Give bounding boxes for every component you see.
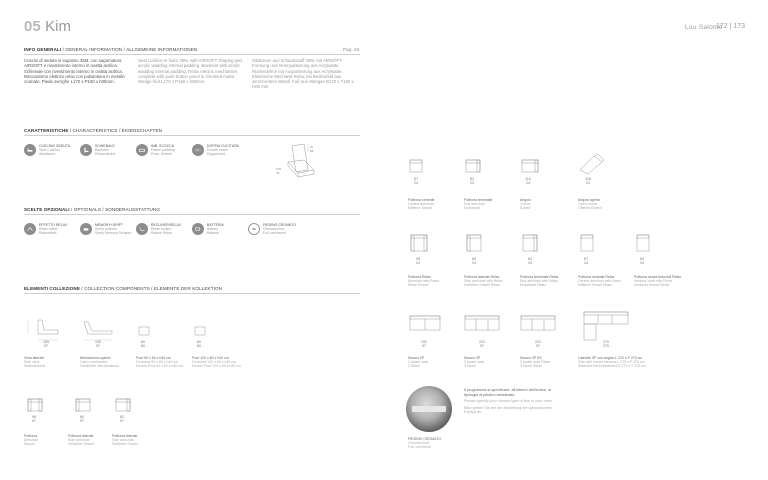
component-name: Poltrona (24, 434, 38, 438)
component-name-de: Seitlicher Sessel (112, 442, 138, 447)
optional-label-en: Relax motion (151, 227, 172, 232)
dim-label: 97 (80, 419, 84, 423)
collection-heading (24, 286, 222, 291)
component-name-de: Seitlicher Sessel (68, 442, 94, 447)
dim-label: 24 (526, 181, 530, 185)
component-label (578, 198, 601, 211)
relax-armless-drawing (634, 232, 662, 256)
component-name-en: Armchair (24, 438, 39, 443)
note-de: Bitte geben Sie bei der Bestellung den gewünschten Fußtyp an. (464, 405, 553, 415)
component-label (68, 434, 94, 447)
optional-item (24, 223, 67, 236)
component-name-de: Endsessel Relax (520, 283, 547, 288)
component-name: Vista laterale (24, 356, 45, 360)
dim-label: 67 (414, 177, 418, 181)
component-name: Divano 3P RC (520, 356, 543, 360)
component-label (192, 356, 241, 369)
relax-central-armchair-drawing (578, 232, 606, 256)
battery-icon (192, 223, 204, 235)
component-name: Poltrona terminale Relax (520, 275, 559, 279)
component-name: Poltrona terminale (464, 198, 493, 202)
dim-label: 24 (472, 261, 476, 265)
optional-label: MEMORY+DRIFT (95, 223, 124, 227)
relax-effect-icon (24, 223, 36, 235)
dim-label: 24 (640, 261, 644, 265)
component-name-de: Eckteil (520, 206, 531, 211)
component-name-en: Central armchair with Relax (578, 279, 621, 284)
feature-label: SCHIENALE (95, 144, 115, 148)
dim-label: 270 (603, 344, 609, 348)
dim-label: 60 (197, 344, 201, 348)
component-name-en: 3 seater sofa Relax (520, 360, 551, 365)
feature-label-de: Sitzkissen (39, 152, 55, 157)
caption-it: PIEDINO CROMATO (408, 437, 441, 441)
dim-label: 97 (44, 344, 48, 348)
dim-label: 60 (141, 340, 145, 344)
component-name-en: Armchair with Relax (408, 279, 440, 284)
section-number: 05 (24, 18, 41, 35)
dim-label: 96 (32, 415, 36, 419)
side-armchair-drawing (72, 396, 100, 416)
component-name: Pouf 60 x 60 x h40 cm (136, 356, 171, 360)
component-name: Poltrona centrale Relax (578, 275, 615, 279)
page-numbers: 172 | 173 (716, 23, 746, 30)
foot-note (464, 388, 559, 415)
page-reference: Pag. 64 (343, 47, 360, 52)
optional-label-de: Batterie (207, 231, 220, 236)
open-corner-drawing (574, 152, 608, 178)
dim-label: 24 (470, 181, 474, 185)
dim-label: 42 (276, 171, 280, 175)
divider (24, 293, 360, 294)
dim-label: 270 (603, 340, 609, 344)
seat-height-icon (24, 144, 36, 156)
feature-item (24, 144, 70, 157)
component-name-en: End armchair with Relax (520, 279, 558, 284)
optionals-heading (24, 207, 160, 212)
dim-label: 96 (416, 257, 420, 261)
component-label (136, 356, 183, 369)
divider (24, 135, 360, 136)
component-name: Poltrona laterale (68, 434, 94, 438)
caption-de: Fuß verchromt (408, 445, 431, 450)
relax-armchair-drawing (408, 232, 436, 256)
component-label (464, 356, 484, 369)
dim-label: 82 (120, 415, 124, 419)
optional-label: EFFETTO RELAX (39, 223, 68, 227)
optional-label-en: Sleep cushion (95, 227, 117, 232)
dim-label: 24 (416, 261, 420, 265)
component-label (464, 275, 503, 288)
characteristics-heading-rest: / CHARACTERISTICS / EIGENSCHAFTEN (68, 128, 163, 133)
feature-label-en: Seat Cushion (39, 148, 61, 153)
component-name: Angolo aperto (578, 198, 600, 202)
info-heading-bold: INFO GENERALI (24, 47, 62, 52)
dim-label: 118 (585, 177, 591, 181)
component-name: Poltrona laterale (112, 434, 138, 438)
component-label (634, 275, 681, 288)
central-armchair-drawing (406, 156, 434, 178)
feature-label-de: Rückenlehne (95, 152, 116, 157)
dim-label: 97 (120, 419, 124, 423)
component-label (24, 434, 38, 447)
dim-label: 82 (528, 257, 532, 261)
component-label (520, 198, 531, 211)
sofa-3-seater-relax-drawing (518, 310, 558, 340)
feature-item (136, 144, 175, 157)
memory-foam-icon (80, 223, 92, 235)
optional-item (80, 223, 131, 236)
dim-label: 60 (197, 340, 201, 344)
recliner-icon (136, 223, 148, 235)
divider (24, 54, 360, 55)
armchair-drawing (24, 396, 52, 416)
component-name-en: Corner (520, 202, 531, 207)
page-title (24, 18, 71, 36)
optional-label-en: Relax effect (39, 227, 58, 232)
characteristics-heading-bold: CARATTERISTICHE (24, 128, 69, 133)
collection-heading-bold: ELEMENTI COLLEZIONE (24, 286, 81, 291)
component-name-en: 2 seater sofa (408, 360, 429, 365)
component-name-en: Open corner (578, 202, 598, 207)
backrest-icon (80, 144, 92, 156)
component-name-de: 2-Sitzer (408, 364, 421, 369)
description-en: Seat cushion in foam 35M, with AIRSOFT shaping and acrylic wadding internal padding. Backrest with acrylic wadding internal padding. Relax electric mechanism complete with push button panel in chromed metal. Wedge foot L170 x P160 x h05mm. (138, 58, 242, 85)
component-name-de: Seitenteil mit Eckelement B 270 x T 270 cm (578, 364, 646, 369)
feature-item (192, 144, 239, 157)
photo-caption (408, 437, 441, 450)
sofa-2-seater-drawing (406, 310, 446, 340)
component-name-en: Side armchair with Relax (464, 279, 503, 284)
feature-label-en: Frame padding (151, 148, 175, 153)
dim-label: 80 (80, 415, 84, 419)
feature-label-en: Double seam (207, 148, 228, 153)
optional-item (248, 223, 296, 236)
component-name-de: Seitenansicht (24, 364, 46, 369)
component-name: Pouf 120 x 60 x h40 cm (192, 356, 229, 360)
end-armchair-drawing (462, 156, 490, 178)
side-armchair-drawing (112, 396, 140, 416)
info-heading-rest: / GENERAL INFORMATION / ALLGEMEINE INFORMATIONEN (61, 47, 198, 52)
description-it: Cuscini di seduta in espanso 35M, con sagomatura AIRSOFT e rivestimento interno in ovatta acrilica. Schienale con rivestimento interno in ovatta acrilica. Meccanismo elettrico relax con pulsantiera in metallo cromato. Piede sverghe L170 x P160 x h05mm. (24, 58, 125, 85)
feature-label: DOPPIA CUCITURA (207, 144, 240, 148)
component-name-de: Armloser Sessel Relax (634, 283, 670, 288)
dim-label: 110 (525, 177, 531, 181)
dim-label: 97 (480, 344, 484, 348)
dim-label: 24 (584, 261, 588, 265)
component-name: Meccanismo aperto (80, 356, 111, 360)
feature-label-en: Backrest (95, 148, 109, 153)
dim-label: 192 (421, 340, 427, 344)
note-it: Il programma si specificare: all'interno dell'ordine, la tipologia di piedino desiderato. (464, 388, 551, 397)
component-name-de: Mittlerer Sessel (408, 206, 433, 211)
optional-label: BATTERIA (207, 223, 224, 227)
component-name-en: 3 seater sofa (464, 360, 485, 365)
corner-drawing (518, 156, 546, 178)
feature-label-de: Doppelnaht (207, 152, 225, 157)
dim-label: 97 (536, 344, 540, 348)
component-name-de: 3-Sitzer (464, 364, 477, 369)
optional-label-en: Chromed foot (263, 227, 285, 232)
relax-side-armchair-drawing (464, 232, 492, 256)
component-label (578, 356, 646, 369)
characteristics-heading (24, 128, 162, 133)
product-name: Kim (45, 18, 71, 35)
component-label (578, 275, 621, 288)
component-name-en: Footstool 120 x 60 x h40 cm (192, 360, 236, 365)
optional-label-de: Relaxeffekt (39, 231, 57, 236)
component-name-en: End armchair (464, 202, 485, 207)
dim-label: 98 (310, 149, 314, 153)
feature-label: CUSCINO SEDUTA (39, 144, 71, 148)
seat-depth-icon (136, 144, 148, 156)
component-name: Divano 3P (464, 356, 481, 360)
component-name-en: Side armchair (68, 438, 90, 443)
dim-label: 105 (43, 340, 49, 344)
chair-perspective-drawing (270, 140, 330, 185)
dim-label: 60 (141, 344, 145, 348)
dim-label: 97 (310, 145, 314, 149)
double-stitch-icon (192, 144, 204, 156)
dim-label: 155 (95, 340, 101, 344)
dim-label: 97 (32, 419, 36, 423)
component-label (520, 356, 550, 369)
optionals-heading-rest: / OPTIONALS / SONDERAUSSTATTUNG (69, 207, 160, 212)
component-name: Poltrona centrale (408, 198, 435, 202)
component-name-de: Geöffneter Mechanismus (80, 364, 120, 369)
component-name-en: Side with corner element L 270 x P 270 cm (578, 360, 645, 365)
component-label (408, 198, 434, 211)
component-label (464, 198, 492, 211)
component-name-de: Endsessel (464, 206, 481, 211)
dim-label: 24 (414, 181, 418, 185)
optional-label-de: Sleep Memory Schaum (95, 231, 132, 236)
chromed-foot-photo (406, 386, 452, 432)
component-name-de: Hocker Pouf 120 x 60 x h40 cm (192, 364, 241, 369)
component-name: Poltrona laterale Relax (464, 275, 500, 279)
component-label (24, 356, 45, 369)
optional-item (136, 223, 181, 236)
component-name-en: Side armchair (112, 438, 134, 443)
info-heading (24, 47, 197, 52)
dim-label: 80 (472, 257, 476, 261)
component-label (408, 275, 439, 288)
sofa-3-seater-drawing (462, 310, 502, 340)
brand-name: Lou Salomé (685, 24, 723, 31)
component-label (520, 275, 558, 288)
component-label (80, 356, 119, 369)
optional-label-de: Fuß verchromt (263, 231, 286, 236)
feature-label: IMB. SCOCCA (151, 144, 175, 148)
relax-end-armchair-drawing (520, 232, 548, 256)
dim-label: 105 (276, 167, 282, 171)
component-name: Poltrona senza braccioli Relax (634, 275, 682, 279)
dim-label: 82 (470, 177, 474, 181)
optional-label-de: Relaxe Relax (151, 231, 172, 236)
dim-label: 222 (479, 340, 485, 344)
component-label (408, 356, 428, 369)
component-name-en: Central armchair (408, 202, 434, 207)
component-name-de: Mittlerer Sessel Relax (578, 283, 613, 288)
component-name: Poltrona Relax (408, 275, 431, 279)
collection-heading-rest: / COLLECTION COMPONENTS / ELEMENTE DER KOLLEKTION (80, 286, 223, 291)
dim-label: 60 (640, 257, 644, 261)
description-de: Sitzkissen aus Schaumstoff 35M, mit AIRSOFT-Formung und Innenpolsterung aus Acrylwatte. Rückenlehne mit Auspolsterung aus Acrylwatte. Elektrische Mechanik Relax mit Bedienfeld aus verchromtem Metall. Fuß aus Wangen B170 x T160 x H05 mm. (252, 58, 354, 90)
optional-label: RECLINER/RELAX (151, 223, 182, 227)
component-name-en: Side view (24, 360, 39, 365)
dim-label: 97 (422, 344, 426, 348)
optional-label: PIEDINO CROMATO (263, 223, 296, 227)
feature-label-de: Polst. Gestell (151, 152, 172, 157)
component-name-de: Offenes Eckteil (578, 206, 602, 211)
component-name-en: Open mechanism (80, 360, 108, 365)
feature-item (80, 144, 115, 157)
optional-label-en: Battery (207, 227, 219, 232)
dim-label: 222 (535, 340, 541, 344)
component-name-de: Relax Sessel (408, 283, 429, 288)
optional-item (192, 223, 224, 236)
component-name-en: Armless chair with Relax (634, 279, 673, 284)
dim-label: 24 (586, 181, 590, 185)
component-name: Divano 2P (408, 356, 425, 360)
component-name-de: Sessel (24, 442, 35, 447)
chromed-foot-icon (248, 223, 260, 235)
dim-label: 24 (528, 261, 532, 265)
component-name-de: Hocker Pouf 60 x 60 x h40 cm (136, 364, 183, 369)
component-name-de: 3-Sitzer Relax (520, 364, 542, 369)
component-label (112, 434, 138, 447)
component-name-en: Footstool 60 x 60 x h40 cm (136, 360, 179, 365)
dim-label: 97 (96, 344, 100, 348)
component-name-de: Seitlicher Sessel Relax (464, 283, 500, 288)
divider (24, 214, 360, 215)
dim-label: 67 (584, 257, 588, 261)
optionals-heading-bold: SCELTE OPZIONALI (24, 207, 70, 212)
component-name: Angolo (520, 198, 531, 202)
caption-en: Chromed foot (408, 441, 430, 446)
note-en: Please specify your chosen type of foot in your order. (464, 399, 554, 404)
component-name: Laterale SP con angolo L 270 x P 270 cm (578, 356, 643, 360)
